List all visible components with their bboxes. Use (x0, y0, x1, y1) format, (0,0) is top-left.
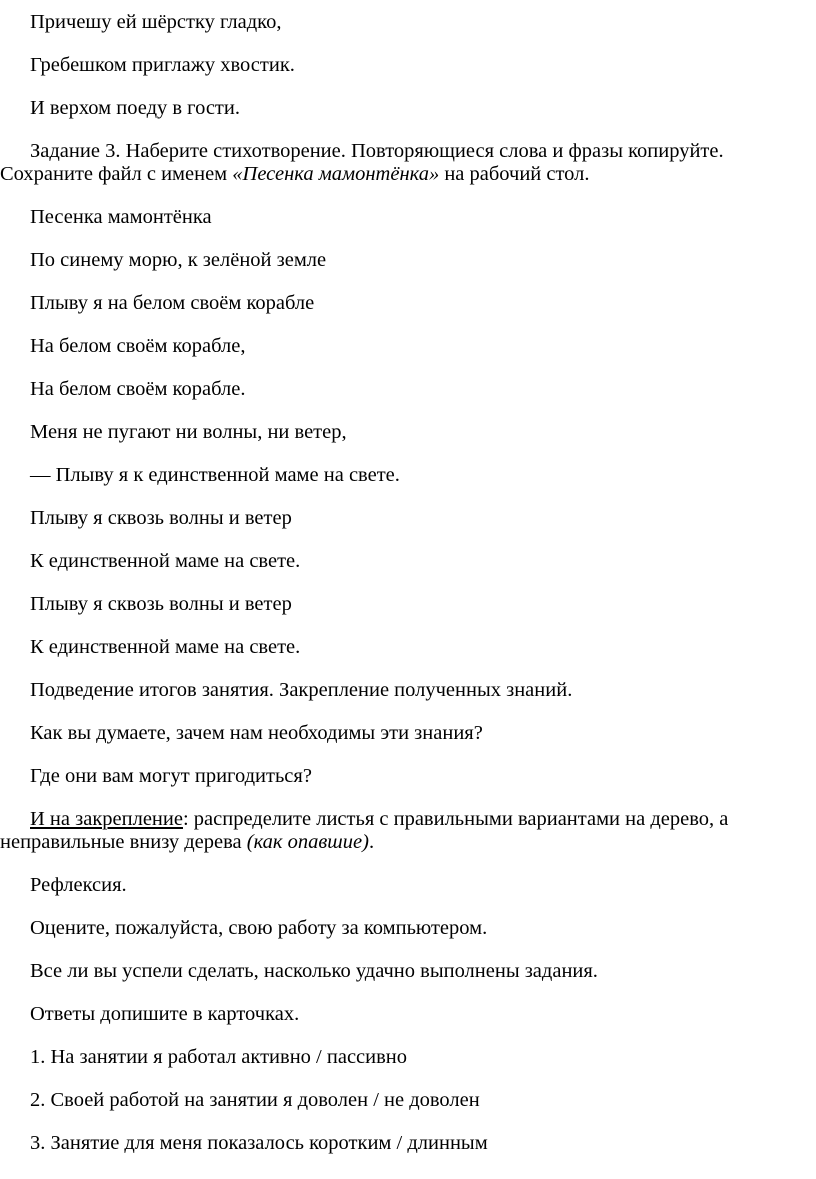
paragraph (0, 335, 816, 358)
paragraph (0, 249, 816, 272)
text-run: — Плыву я к единственной маме на свете. (30, 464, 400, 486)
text-run: К единственной маме на свете. (30, 550, 301, 572)
text-run: Меня не пугают ни волны, ни ветер, (30, 421, 347, 443)
text-line (0, 97, 816, 120)
paragraph (0, 1132, 816, 1155)
text-line (0, 163, 816, 186)
paragraph (0, 1089, 816, 1112)
text-run: на рабочий стол. (439, 163, 590, 185)
text-line (0, 831, 816, 854)
paragraph (0, 960, 816, 983)
paragraph (0, 593, 816, 616)
text-line (0, 550, 816, 573)
text-run: 1. На занятии я работал активно / пассивно (30, 1046, 408, 1068)
paragraph (0, 722, 816, 745)
text-run: К единственной маме на свете. (30, 636, 301, 658)
text-line (0, 1089, 816, 1112)
text-run: И верхом поеду в гости. (30, 97, 240, 119)
paragraph (0, 550, 816, 573)
text-run: На белом своём корабле. (30, 378, 246, 400)
text-run: 3. Занятие для меня показалось коротким / длинным (30, 1132, 488, 1154)
italic-text: «Песенка мамонтёнка» (232, 163, 440, 185)
document-body (0, 11, 816, 1175)
text-line (0, 507, 816, 530)
text-line (0, 140, 816, 163)
text-run: 2. Своей работой на занятии я доволен / не доволен (30, 1089, 480, 1111)
text-line (0, 421, 816, 444)
text-run: Причешу ей шёрстку гладко, (30, 11, 282, 33)
text-run: Задание 3. Наберите стихотворение. Повторяющиеся слова и фразы копируйте. (30, 140, 724, 162)
text-line (0, 11, 816, 34)
text-line (0, 722, 816, 745)
text-line (0, 249, 816, 272)
paragraph (0, 1003, 816, 1026)
paragraph (0, 679, 816, 702)
text-run: Подведение итогов занятия. Закрепление полученных знаний. (30, 679, 573, 701)
text-run: Плыву я на белом своём корабле (30, 292, 315, 314)
text-run: Где они вам могут пригодиться? (30, 765, 312, 787)
paragraph (0, 464, 816, 487)
text-line (0, 679, 816, 702)
underlined-text: И на закрепление (30, 808, 183, 830)
text-line (0, 335, 816, 358)
text-line (0, 292, 816, 315)
paragraph (0, 292, 816, 315)
paragraph (0, 54, 816, 77)
text-run: Сохраните файл с именем (0, 163, 233, 185)
text-line (0, 960, 816, 983)
text-run: Гребешком приглажу хвостик. (30, 54, 295, 76)
text-line (0, 808, 816, 831)
text-line (0, 1003, 816, 1026)
text-run: Песенка мамонтёнка (30, 206, 212, 228)
text-run: Плыву я сквозь волны и ветер (30, 593, 292, 615)
text-run: неправильные внизу дерева (0, 831, 247, 853)
text-run: Плыву я сквозь волны и ветер (30, 507, 292, 529)
text-line (0, 464, 816, 487)
text-line (0, 1132, 816, 1155)
paragraph (0, 206, 816, 229)
text-line (0, 1046, 816, 1069)
paragraph (0, 507, 816, 530)
text-run: : распределите листья с правильными вариантами на дерево, а (182, 808, 729, 830)
paragraph (0, 421, 816, 444)
text-line (0, 636, 816, 659)
paragraph (0, 808, 816, 854)
text-run: . (368, 831, 375, 853)
paragraph (0, 140, 816, 186)
text-run: По синему морю, к зелёной земле (30, 249, 327, 271)
paragraph (0, 97, 816, 120)
text-line (0, 593, 816, 616)
text-run: Оцените, пожалуйста, свою работу за компьютером. (30, 917, 488, 939)
paragraph (0, 765, 816, 788)
text-line (0, 917, 816, 940)
paragraph (0, 917, 816, 940)
text-run: Рефлексия. (30, 874, 127, 896)
paragraph (0, 874, 816, 897)
text-line (0, 874, 816, 897)
text-line (0, 378, 816, 401)
text-line (0, 765, 816, 788)
text-run: Ответы допишите в карточках. (30, 1003, 300, 1025)
paragraph (0, 636, 816, 659)
paragraph (0, 378, 816, 401)
paragraph (0, 1046, 816, 1069)
text-run: На белом своём корабле, (30, 335, 246, 357)
text-line (0, 206, 816, 229)
text-line (0, 54, 816, 77)
text-run: Как вы думаете, зачем нам необходимы эти знания? (30, 722, 483, 744)
italic-text: (как опавшие) (246, 831, 369, 853)
text-run: Все ли вы успели сделать, насколько удачно выполнены задания. (30, 960, 598, 982)
paragraph (0, 11, 816, 34)
